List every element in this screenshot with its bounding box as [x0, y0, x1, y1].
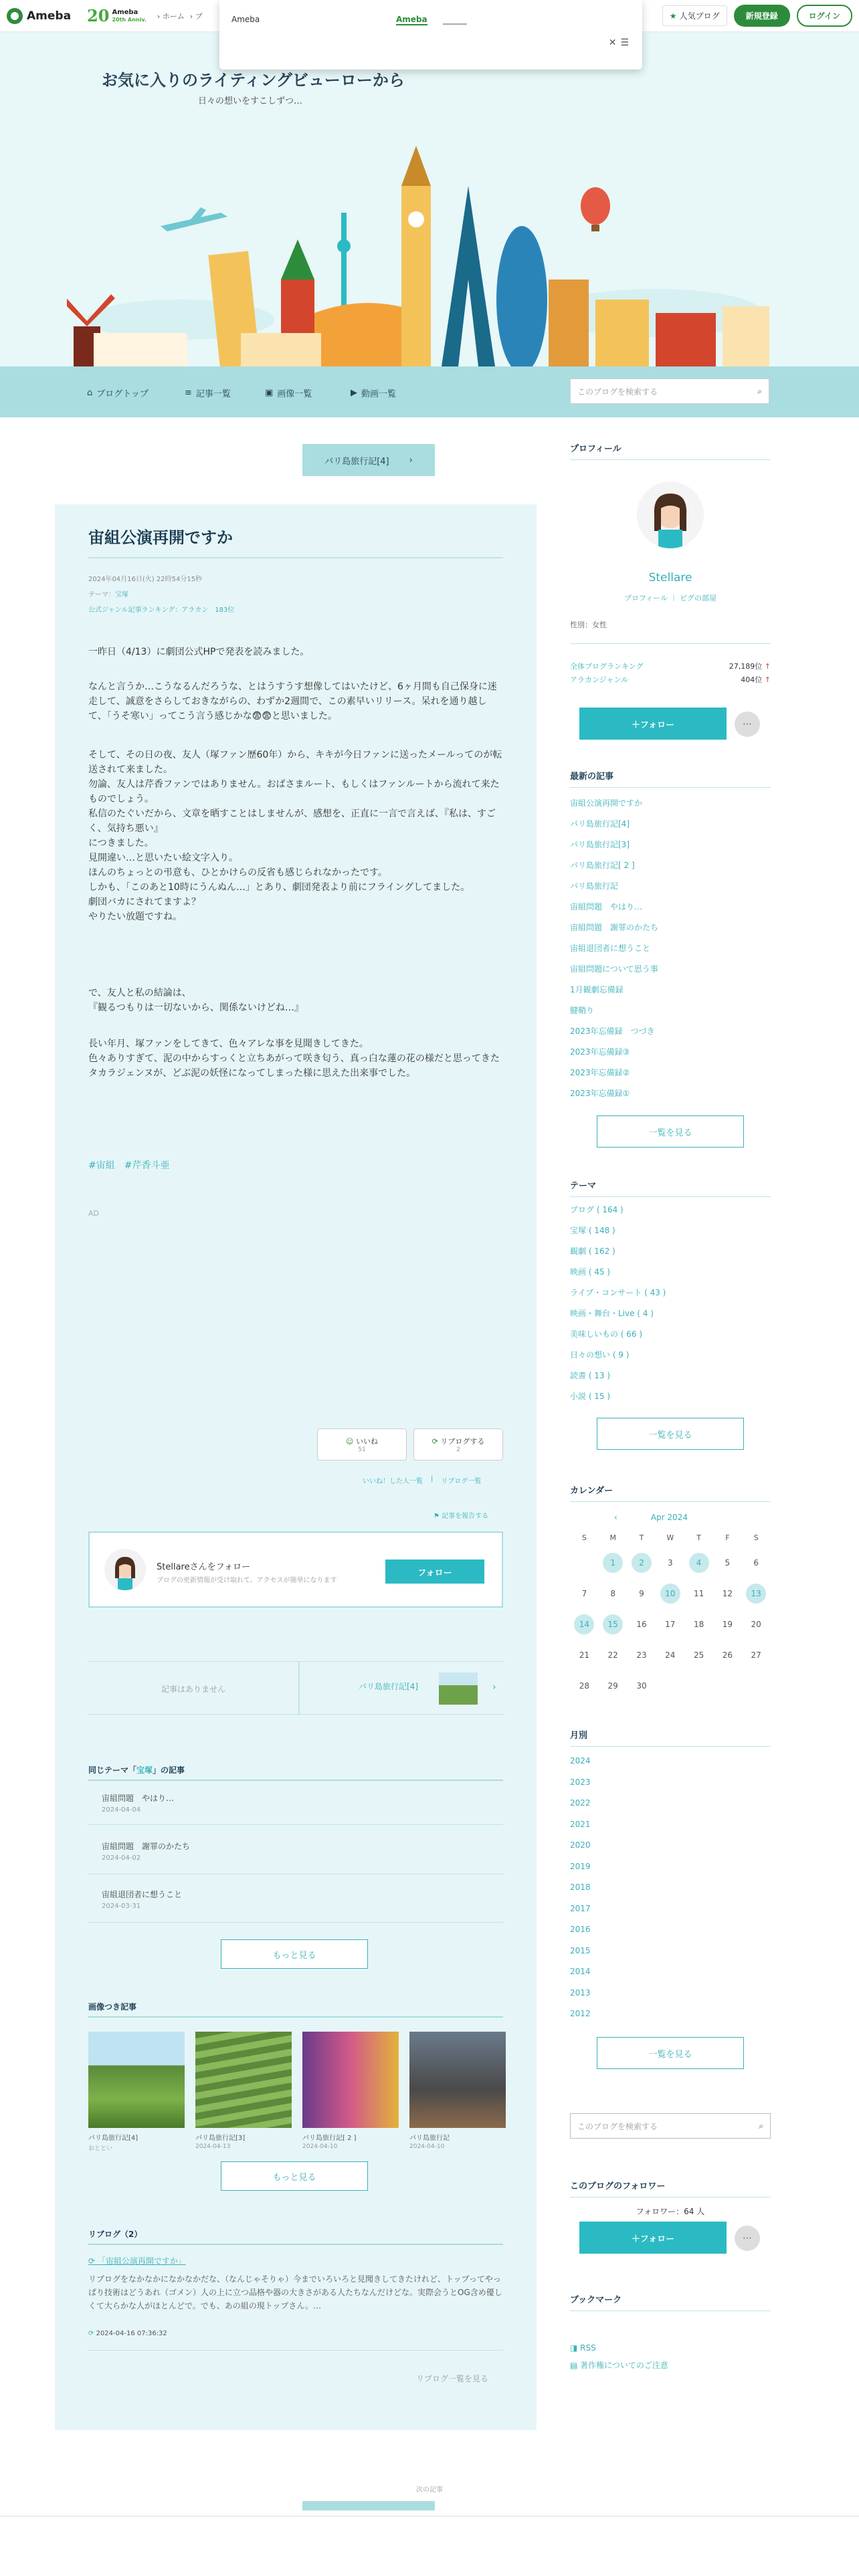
archive-item[interactable]: 2018 — [570, 1883, 591, 1892]
entry-pager — [88, 1661, 503, 1715]
recent-item[interactable]: 宙組問題 やはり… — [570, 902, 643, 911]
archive-item[interactable]: 2012 — [570, 2009, 591, 2018]
follow-card-name: Stellareさんをフォロー — [157, 1562, 250, 1572]
calendar-day: 19 — [722, 1620, 733, 1629]
bookmark-title: ブックマーク — [570, 2292, 771, 2311]
next-entry-badge[interactable]: パリ島旅行記[4] › — [302, 444, 435, 476]
recent-item[interactable]: 2023年忘備録② — [570, 1068, 630, 1077]
rss-link[interactable]: ◨ RSS — [570, 2343, 596, 2353]
themes-title: テーマ — [570, 1178, 771, 1197]
calendar-week — [570, 1671, 771, 1701]
calendar-day: 12 — [722, 1589, 733, 1598]
calendar-day: 5 — [725, 1558, 731, 1568]
calendar-day: 29 — [607, 1681, 618, 1691]
theme-item[interactable]: 小説 ( 15 ) — [570, 1392, 611, 1401]
chevron-right-icon: › — [409, 455, 413, 465]
related-title: 同じテーマ「宝塚」の記事 — [88, 1764, 503, 1781]
blog-header — [0, 32, 859, 366]
image-thumbnail — [195, 2032, 292, 2128]
star-icon: ★ — [669, 11, 677, 21]
archive-item[interactable]: 2015 — [570, 1945, 591, 1955]
entry-paragraph: 一昨日（4/13）に劇団公式HPで発表を読みました。 — [88, 647, 310, 657]
calendar-day: 26 — [722, 1650, 733, 1660]
popup-brand: Ameba — [231, 15, 260, 24]
calendar-weekday: T — [696, 1533, 701, 1542]
reblog-entry-link[interactable]: ⟳ 「宙組公演再開ですか」 — [88, 2256, 186, 2266]
calendar-weekday: S — [581, 1533, 587, 1542]
entry-paragraph: なんと言うか…こうなるんだろうな、とはうすうす想像してはいたけど、6ヶ月間も自己保身に迷走して、誠意をさらしておきながらの、わずか2週間で、この素早いリリース。呆れを通り越して、「うそ寒い」ってこう言う感じかな😨😨と思いました。 — [88, 681, 497, 722]
image-thumbnail — [409, 2032, 506, 2128]
calendar-day[interactable]: 4 — [689, 1553, 709, 1573]
popup-tab-underline — [443, 23, 467, 25]
next-entry-thumbnail[interactable] — [439, 1673, 478, 1705]
calendar-weekday: T — [639, 1533, 644, 1542]
blog-subtitle: 日々の想いをすこしずつ… — [198, 96, 303, 106]
main-column: 宙組公演再開ですか 2024年04月16日(火) 22時54分15秒 テーマ：宝塚 公式ジャンル記事ランキング：アラカン 183位 一昨日（4/13）に劇団公式HPで発表を読みました。 なんと言うか…こうなるんだろうな、とはうすうす想像してはいたけど、6ヶ月間も自己保身に迷走して、誠意をさらしておきながらの、わずか2週間で、この素早いリリース。呆れを通り越して、「うそ寒い」ってこう言う感じかな😨😨と思いました。 そして、その日の夜、友人（塚ファン歴60年）から、キキが今日ファンに送ったメールってのが転送されて来ました。 勿論、友人は芹香ファンではありません。おばさまルート、もしくはファンルートから流れて来たものでしょう。 私信のたぐいだから、文章を晒すことはしませんが、感想を、正直に一言で言えば、『私は、すごく、気持ち悪い』 につきました。 見開違い…と思いたい絵文字入り。 ほんのちょっとの弔意も、ひとかけらの反省も感じられなかったです。 しかも、「このあと10時にうんぬん…」とあり、劇団発表より前にフライングしてました。 劇団バカにされてますよ？ やりたい放題ですね。 で、友人と私の結論は、 『観るつもりは一切ないから、関係ないけどね…』 長い年月、塚ファンをしてきて、色々アレな事を見聞きしてきた。 色々ありすぎて、泥の中からすっくと立ちあがって咲き匂う、真っ白な蓮の花の様だと思ってきたタカラジェンヌが、どぶ泥の妖怪になってしまった様に思えた出来事でした。 #宙組 #芹香斗亜 AD ☺ いいね 51 ⟳ リブログする 2 いいね！した人一覧 | リブログ一覧 ⚑ 記事を報告する Stellareさんをフォロー ブログの更新情報が受け取れて、アクセスが簡単になります フォロー 記事はありません パリ島旅行記[4] › 同じテーマ「宝塚」の記事 宙組問題 やはり… 2024-04-04 宙組問題 謝罪のかたち 2024-04-02 宙組退団者に想うこと 2024-03-31 もっと見る 画像つき記事 パリ島旅行記[4] おととい パリ島旅行記[3] 2024-04-13 パリ島旅行記[ 2 ] 2024-04-10 パリ島旅行記 2024-04-10 もっと見る リブログ（2） ⟳ 「宙組公演再開ですか」 リブログをなかなかになかなかだな、（なんじゃそりゃ）今までいろいろと見聞きしてきたけれど、トップってやっぱり技術はどうあれ（ゴメン）人の上に立つ品格や器の大きさがある人たちなんだけどな。実際会うとOG含め優しくて大らかな人がほとんどで。でも、あの組の現トップさん。… ⟳ 2024-04-16 07:36:32 リブログ一覧を見る — [55, 504, 537, 2430]
nav-video-list[interactable]: ▶ 動画一覧 — [351, 388, 397, 399]
related-item[interactable]: 宙組退団者に想うこと 2024-03-31 — [102, 1890, 183, 1910]
image-thumbnail — [302, 2032, 399, 2128]
calendar-week — [570, 1578, 771, 1609]
reblog-icon: ⟳ — [88, 2256, 96, 2266]
theme-item[interactable]: 映画 ( 45 ) — [570, 1267, 611, 1277]
calendar-day[interactable]: 2 — [632, 1553, 652, 1573]
archive-item[interactable]: 2014 — [570, 1967, 591, 1976]
calendar-title: カレンダー — [570, 1483, 771, 1502]
blog-nav — [0, 366, 859, 417]
recent-item[interactable]: 腱鞘り — [570, 1006, 595, 1015]
entry-theme-link[interactable]: 宝塚 — [115, 591, 128, 599]
theme-item[interactable]: 読書 ( 13 ) — [570, 1371, 611, 1380]
entry-title[interactable]: 宙組公演再開ですか — [88, 524, 503, 558]
archive-list-button[interactable]: 一覧を見る — [597, 2037, 744, 2069]
recent-list — [570, 797, 771, 1108]
calendar-day: 8 — [610, 1589, 615, 1598]
reblog-excerpt: リブログをなかなかになかなかだな、（なんじゃそりゃ）今までいろいろと見聞きしてきたけれど、トップってやっぱり技術はどうあれ（ゴメン）人の上に立つ品格や器の大きさがある人たちなんだけどな。実際会うとOG含め優しくて大らかな人がほとんどで。でも、あの組の現トップさん。… — [88, 2274, 502, 2311]
image-icon: ▣ — [265, 388, 274, 398]
calendar-days — [570, 1547, 771, 1701]
calendar-day — [717, 1675, 737, 1695]
related-more-button[interactable]: もっと見る — [221, 1939, 368, 1969]
calendar-day — [689, 1675, 709, 1695]
recent-item[interactable]: パリ島旅行記[4] — [570, 819, 630, 829]
more-options-icon[interactable]: ⋯ — [735, 2226, 760, 2251]
reblog-title: リブログ（2） — [88, 2228, 503, 2245]
copyright-link[interactable]: ▤ 著作権についてのご注意 — [570, 2361, 668, 2370]
search-icon[interactable]: ⌕ — [757, 386, 762, 396]
login-button[interactable]: ログイン — [797, 5, 852, 27]
calendar-day: 6 — [753, 1558, 759, 1568]
profile-name[interactable]: Stellare — [648, 571, 692, 584]
archive-item[interactable]: 2013 — [570, 1988, 591, 1998]
video-icon: ▶ — [351, 388, 357, 398]
calendar-day: 21 — [579, 1650, 590, 1660]
recent-item[interactable]: パリ島旅行記[ 2 ] — [570, 861, 635, 870]
images-more-button[interactable]: もっと見る — [221, 2161, 368, 2191]
recent-item[interactable]: 宙組問題 謝罪のかたち — [570, 923, 659, 932]
archive-item[interactable]: 2020 — [570, 1840, 591, 1850]
calendar-day: 11 — [693, 1589, 704, 1598]
recent-list-button[interactable]: 一覧を見る — [597, 1115, 744, 1148]
liked-users-link[interactable]: いいね！した人一覧 — [363, 1478, 423, 1485]
calendar-day: 27 — [751, 1650, 761, 1660]
calendar-day: 3 — [667, 1558, 673, 1568]
nav-blog-top[interactable]: ⌂ ブログトップ — [87, 388, 149, 399]
calendar-weekday: F — [725, 1533, 730, 1542]
image-card[interactable]: パリ島旅行記 2024-04-10 — [409, 2032, 506, 2150]
arrow-up-icon: ↑ — [764, 675, 771, 684]
image-card[interactable]: パリ島旅行記[3] 2024-04-13 — [195, 2032, 292, 2150]
calendar-day: 16 — [636, 1620, 647, 1629]
popular-blog-button[interactable]: ★ 人気ブログ — [662, 5, 727, 26]
calendar-day: 30 — [636, 1681, 647, 1691]
arrow-up-icon: ↑ — [764, 662, 771, 671]
hashtag-link[interactable]: #芹香斗亜 — [124, 1160, 170, 1171]
follow-card-button[interactable]: フォロー — [385, 1560, 484, 1584]
calendar-day: 20 — [751, 1620, 761, 1629]
follower-count[interactable]: フォロワー：64 人 — [636, 2207, 705, 2216]
overall-ranking-link[interactable]: 全体ブログランキング — [570, 662, 644, 671]
calendar-day: 9 — [639, 1589, 644, 1598]
flag-icon: ⚑ — [434, 1513, 440, 1520]
followers-title: このブログのフォロワー — [570, 2179, 771, 2197]
archive-item[interactable]: 2016 — [570, 1925, 591, 1934]
calendar-day: 17 — [665, 1620, 676, 1629]
image-card[interactable]: パリ島旅行記[ 2 ] 2024-04-10 — [302, 2032, 399, 2150]
like-button[interactable]: ☺ いいね 51 — [317, 1428, 407, 1461]
chevron-right-icon[interactable]: › — [492, 1682, 496, 1693]
calendar-weekday: M — [609, 1533, 616, 1542]
recent-item[interactable]: 宙組退団者に想うこと — [570, 944, 651, 953]
divider — [570, 643, 771, 644]
breadcrumb: › ホーム › ブ — [157, 11, 203, 21]
theme-item[interactable]: 宝塚 ( 148 ) — [570, 1226, 615, 1235]
reblog-button[interactable]: ⟳ リブログする 2 — [413, 1428, 503, 1461]
theme-item[interactable]: ライブ・コンサート ( 43 ) — [570, 1288, 666, 1297]
calendar-day: 28 — [579, 1681, 590, 1691]
popup-tab-link[interactable]: Ameba — [396, 15, 427, 24]
archive-list — [570, 1756, 771, 2030]
calendar-week — [570, 1609, 771, 1640]
blog-title[interactable]: お気に入りのライティングビューローから — [102, 71, 405, 90]
entry-date: 2024年04月16日(火) 22時54分15秒 — [88, 576, 203, 583]
chevron-left-icon[interactable]: ‹ — [614, 1513, 617, 1522]
ameba-popup — [219, 0, 642, 70]
ameba-logo-icon — [7, 8, 23, 24]
house-icon: ⌂ — [87, 388, 93, 398]
archive-item[interactable]: 2023 — [570, 1777, 591, 1787]
calendar-day: 22 — [607, 1650, 618, 1660]
hashtag-link[interactable]: #宙組 — [88, 1160, 115, 1171]
theme-item[interactable]: 映画・舞台・Live ( 4 ) — [570, 1309, 654, 1318]
search-icon[interactable]: ⌕ — [759, 2121, 763, 2131]
calendar — [570, 1507, 771, 1701]
archive-item[interactable]: 2017 — [570, 1903, 591, 1913]
prev-entry: 記事はありません — [88, 1662, 300, 1715]
calendar-day: 23 — [636, 1650, 647, 1660]
calendar-day — [574, 1552, 594, 1572]
entry-paragraph: 長い年月、塚ファンをしてきて、色々アレな事を見聞きしてきた。 色々ありすぎて、泥の中からすっくと立ちあがって咲き匂う、真っ白な蓮の花の様だと思ってきたタカラジェンヌが、どぶ泥の妖怪になってしまった様に思えた出来事でした。 — [88, 1039, 500, 1079]
recent-item[interactable]: 2023年忘備録③ — [570, 1047, 630, 1057]
calendar-day — [660, 1675, 680, 1695]
calendar-day — [746, 1675, 766, 1695]
entry-paragraph: そして、その日の夜、友人（塚ファン歴60年）から、キキが今日ファンに送ったメールってのが転送されて来ました。 勿論、友人は芹香ファンではありません。おばさまルート、もしくはファンルートから流れて来たものでしょう。 私信のたぐいだから、文章を晒すことはしませんが、感想を、正直に一言で言えば、『私は、すごく、気持ち悪い』 につきました。 見開違い…と思いたい絵文字入り。 ほんのちょっとの弔意も、ひとかけらの反省も感じられなかったです。 しかも、「このあと10時にうんぬん…」とあり、劇団発表より前にフライングしてました。 劇団バカにされてますよ？ やりたい放題ですね。 — [88, 750, 502, 922]
hashtags — [88, 1158, 169, 1172]
follow-card — [88, 1531, 503, 1608]
ad-label: AD — [88, 1209, 99, 1218]
close-icon[interactable]: ✕ — [608, 37, 617, 48]
divider — [88, 2350, 503, 2351]
divider — [88, 1922, 503, 1923]
related-item[interactable]: 宙組問題 やはり… 2024-04-04 — [102, 1794, 175, 1814]
calendar-day[interactable]: 10 — [660, 1584, 680, 1604]
followers-follow-button[interactable]: ＋フォロー — [579, 2222, 727, 2254]
profile-avatar[interactable] — [637, 481, 704, 548]
follow-card-desc: ブログの更新情報が受け取れて、アクセスが簡単になります — [157, 1577, 337, 1584]
blog-search-input[interactable]: このブログを検索する ⌕ — [570, 379, 769, 404]
travel-skyline-illustration — [67, 146, 789, 366]
themes-list — [570, 1204, 771, 1411]
reblog-all-link[interactable]: リブログ一覧を見る — [416, 2374, 489, 2383]
rss-icon: ◨ — [570, 2343, 578, 2353]
entry-ranking[interactable]: 公式ジャンル記事ランキング：アラカン 183位 — [88, 607, 235, 614]
next-entry-bar[interactable] — [302, 2501, 435, 2510]
profile-follow-button[interactable]: ＋フォロー — [579, 708, 727, 740]
sidebar-search-input[interactable]: このブログを検索する ⌕ — [570, 2113, 771, 2139]
calendar-day: 7 — [581, 1589, 587, 1598]
recent-item[interactable]: 2023年忘備録 つづき — [570, 1027, 655, 1036]
recent-item[interactable]: 宙組公演再開ですか — [570, 798, 643, 808]
calendar-week — [570, 1640, 771, 1671]
theme-item[interactable]: 観劇 ( 162 ) — [570, 1247, 615, 1256]
calendar-day[interactable]: 15 — [603, 1614, 623, 1634]
archive-title: 月別 — [570, 1728, 771, 1747]
calendar-day[interactable]: 1 — [603, 1553, 623, 1573]
calendar-day: 24 — [665, 1650, 676, 1660]
entry-paragraph: で、友人と私の結論は、 『観るつもりは一切ないから、関係ないけどね…』 — [88, 988, 304, 1013]
pig-room-link[interactable]: ピグの部屋 — [679, 594, 717, 603]
theme-item[interactable]: ブログ ( 164 ) — [570, 1205, 624, 1214]
profile-link[interactable]: プロフィール — [624, 594, 668, 603]
reblog-icon: ⟳ — [88, 2330, 94, 2337]
report-link[interactable]: ⚑ 記事を報告する — [434, 1513, 489, 1520]
smile-icon: ☺ — [346, 1437, 354, 1446]
document-icon: ▤ — [570, 2361, 578, 2370]
next-entry-link[interactable]: パリ島旅行記[4] — [359, 1682, 418, 1691]
register-button[interactable]: 新規登録 — [734, 5, 790, 27]
themes-list-button[interactable]: 一覧を見る — [597, 1418, 744, 1450]
archive-item[interactable]: 2022 — [570, 1798, 591, 1808]
recent-item[interactable]: 2023年忘備録① — [570, 1089, 630, 1098]
entry-header: 宙組公演再開ですか 2024年04月16日(火) 22時54分15秒 テーマ：宝塚 公式ジャンル記事ランキング：アラカン 183位 — [88, 524, 503, 614]
reblog-icon: ⟳ — [432, 1437, 438, 1446]
recent-title: 最新の記事 — [570, 769, 771, 788]
calendar-weekday: W — [666, 1533, 674, 1542]
divider — [88, 1824, 503, 1825]
profile-gender: 性別：女性 — [570, 621, 607, 629]
calendar-day[interactable]: 14 — [574, 1614, 594, 1634]
images-title: 画像つき記事 — [88, 2001, 503, 2018]
image-card[interactable]: パリ島旅行記[4] おととい — [88, 2032, 185, 2152]
menu-icon[interactable]: ☰ — [620, 37, 629, 48]
calendar-month: Apr 2024 — [650, 1513, 688, 1522]
calendar-weekdays — [570, 1527, 771, 1547]
recent-item[interactable]: 宙組問題について思う事 — [570, 964, 658, 974]
recent-item[interactable]: パリ島旅行記 — [570, 881, 619, 891]
avatar[interactable] — [104, 1549, 146, 1590]
calendar-day[interactable]: 13 — [746, 1584, 766, 1604]
anniversary-logo[interactable]: 20 Ameba 20th Anniv. — [87, 6, 147, 25]
archive-item[interactable]: 2024 — [570, 1756, 591, 1765]
archive-item[interactable]: 2019 — [570, 1861, 591, 1871]
related-item[interactable]: 宙組問題 謝罪のかたち 2024-04-02 — [102, 1842, 191, 1862]
calendar-week — [570, 1547, 771, 1578]
profile-title: プロフィール — [570, 441, 771, 460]
genre-ranking-link[interactable]: アラカンジャンル — [570, 675, 629, 684]
list-icon: ≡ — [185, 388, 192, 398]
recent-item[interactable]: 1月観劇忘備録 — [570, 985, 624, 994]
nav-article-list[interactable]: ≡ 記事一覧 — [185, 388, 231, 399]
image-thumbnail — [88, 2032, 185, 2128]
ameba-logo[interactable]: Ameba — [7, 8, 71, 24]
nav-image-list[interactable]: ▣ 画像一覧 — [265, 388, 312, 399]
recent-item[interactable]: パリ島旅行記[3] — [570, 840, 630, 849]
theme-item[interactable]: 美味しいもの ( 66 ) — [570, 1329, 643, 1339]
reblog-list-link[interactable]: リブログ一覧 — [441, 1478, 482, 1485]
next-entry-label: 次の記事 — [416, 2486, 443, 2494]
more-options-icon[interactable]: ⋯ — [735, 712, 760, 737]
calendar-day: 18 — [693, 1620, 704, 1629]
theme-item[interactable]: 日々の想い ( 9 ) — [570, 1350, 630, 1360]
calendar-weekday: S — [753, 1533, 759, 1542]
archive-item[interactable]: 2021 — [570, 1819, 591, 1829]
calendar-day: 25 — [693, 1650, 704, 1660]
